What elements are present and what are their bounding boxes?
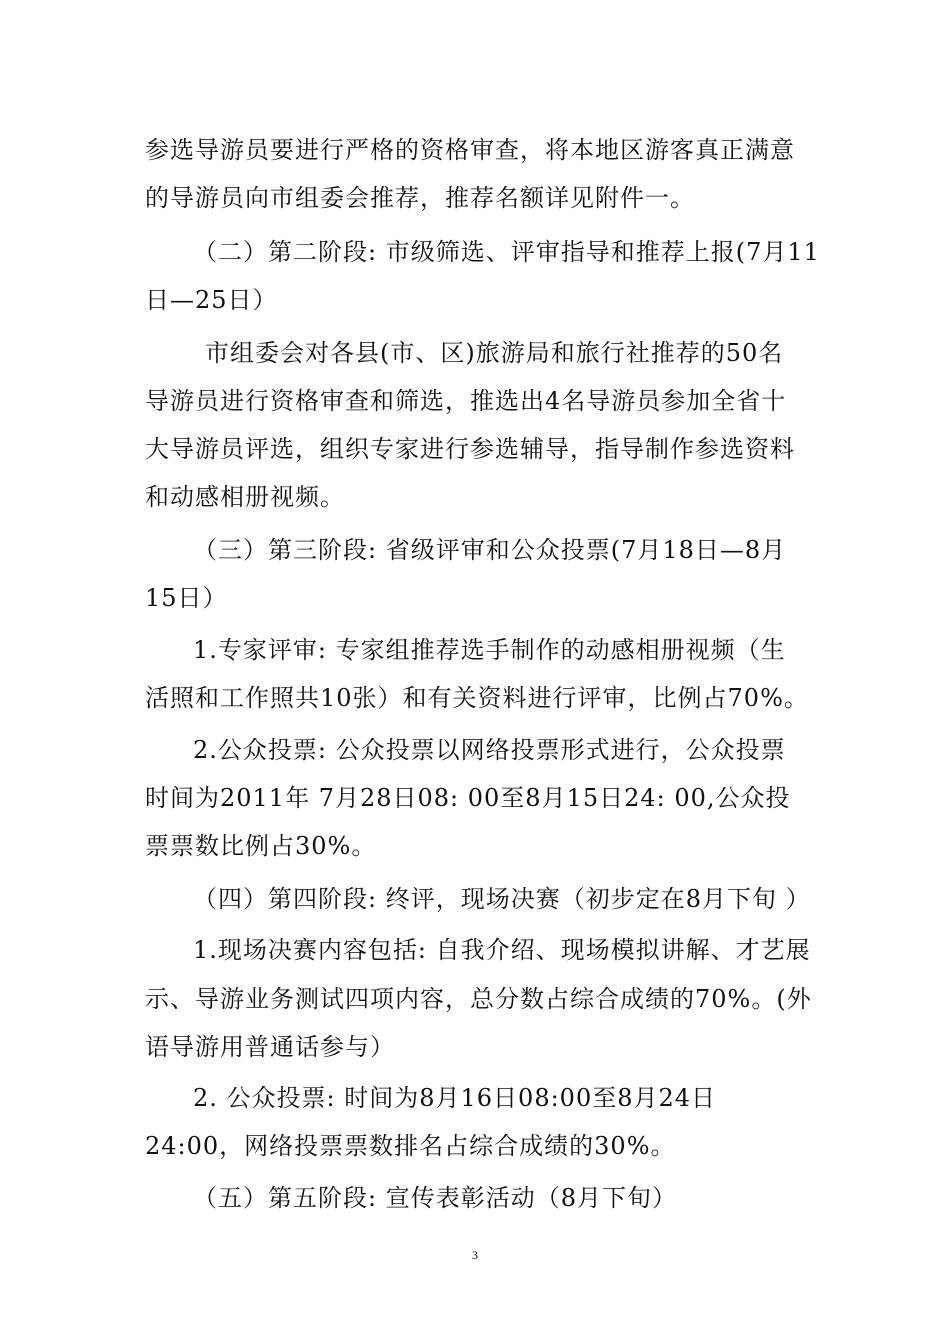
section-heading: （三）第三阶段: 省级评审和公众投票(7月18日—8月 — [193, 536, 787, 564]
list-item-line: 活照和工作照共10张）和有关资料进行评审，比例占70%。 — [145, 684, 809, 712]
paragraph-line: 参选导游员要进行严格的资格审查，将本地区游客真正满意 — [145, 136, 795, 164]
section-heading-continuation: 日—25日） — [145, 286, 278, 314]
page-number: 3 — [472, 1248, 478, 1262]
list-item-line: 2. 公众投票: 时间为8月16日08:00至8月24日 — [193, 1084, 717, 1112]
list-item-line: 语导游用普通话参与） — [145, 1033, 395, 1061]
paragraph-line: 市组委会对各县(市、区)旅游局和旅行社推荐的50名 — [205, 339, 784, 367]
paragraph-line: 导游员进行资格审查和筛选，推选出4名导游员参加全省十 — [145, 387, 787, 415]
list-item-line: 1.现场决赛内容包括: 自我介绍、现场模拟讲解、才艺展 — [193, 936, 811, 964]
list-item-line: 票票数比例占30%。 — [145, 832, 377, 860]
list-item-line: 示、导游业务测试四项内容，总分数占综合成绩的70%。(外 — [145, 985, 812, 1013]
section-heading: （四）第四阶段: 终评，现场决赛（初步定在8月下旬 ） — [193, 885, 811, 913]
list-item-line: 2.公众投票: 公众投票以网络投票形式进行，公众投票 — [193, 736, 786, 764]
section-heading: （二）第二阶段: 市级筛选、评审指导和推荐上报(7月11 — [193, 238, 820, 266]
paragraph-line: 的导游员向市组委会推荐，推荐名额详见附件一。 — [145, 184, 695, 212]
list-item-line: 1.专家评审: 专家组推荐选手制作的动感相册视频（生 — [193, 636, 786, 664]
paragraph-line: 大导游员评选，组织专家进行参选辅导，指导制作参选资料 — [145, 435, 795, 463]
list-item-line: 时间为2011年 7月28日08: 00至8月15日24: 00,公众投 — [145, 784, 791, 812]
section-heading-continuation: 15日） — [145, 584, 228, 612]
list-item-line: 24:00，网络投票票数排名占综合成绩的30%。 — [145, 1132, 676, 1160]
section-heading: （五）第五阶段: 宣传表彰活动（8月下旬） — [193, 1184, 677, 1212]
paragraph-line: 和动感相册视频。 — [145, 483, 345, 511]
